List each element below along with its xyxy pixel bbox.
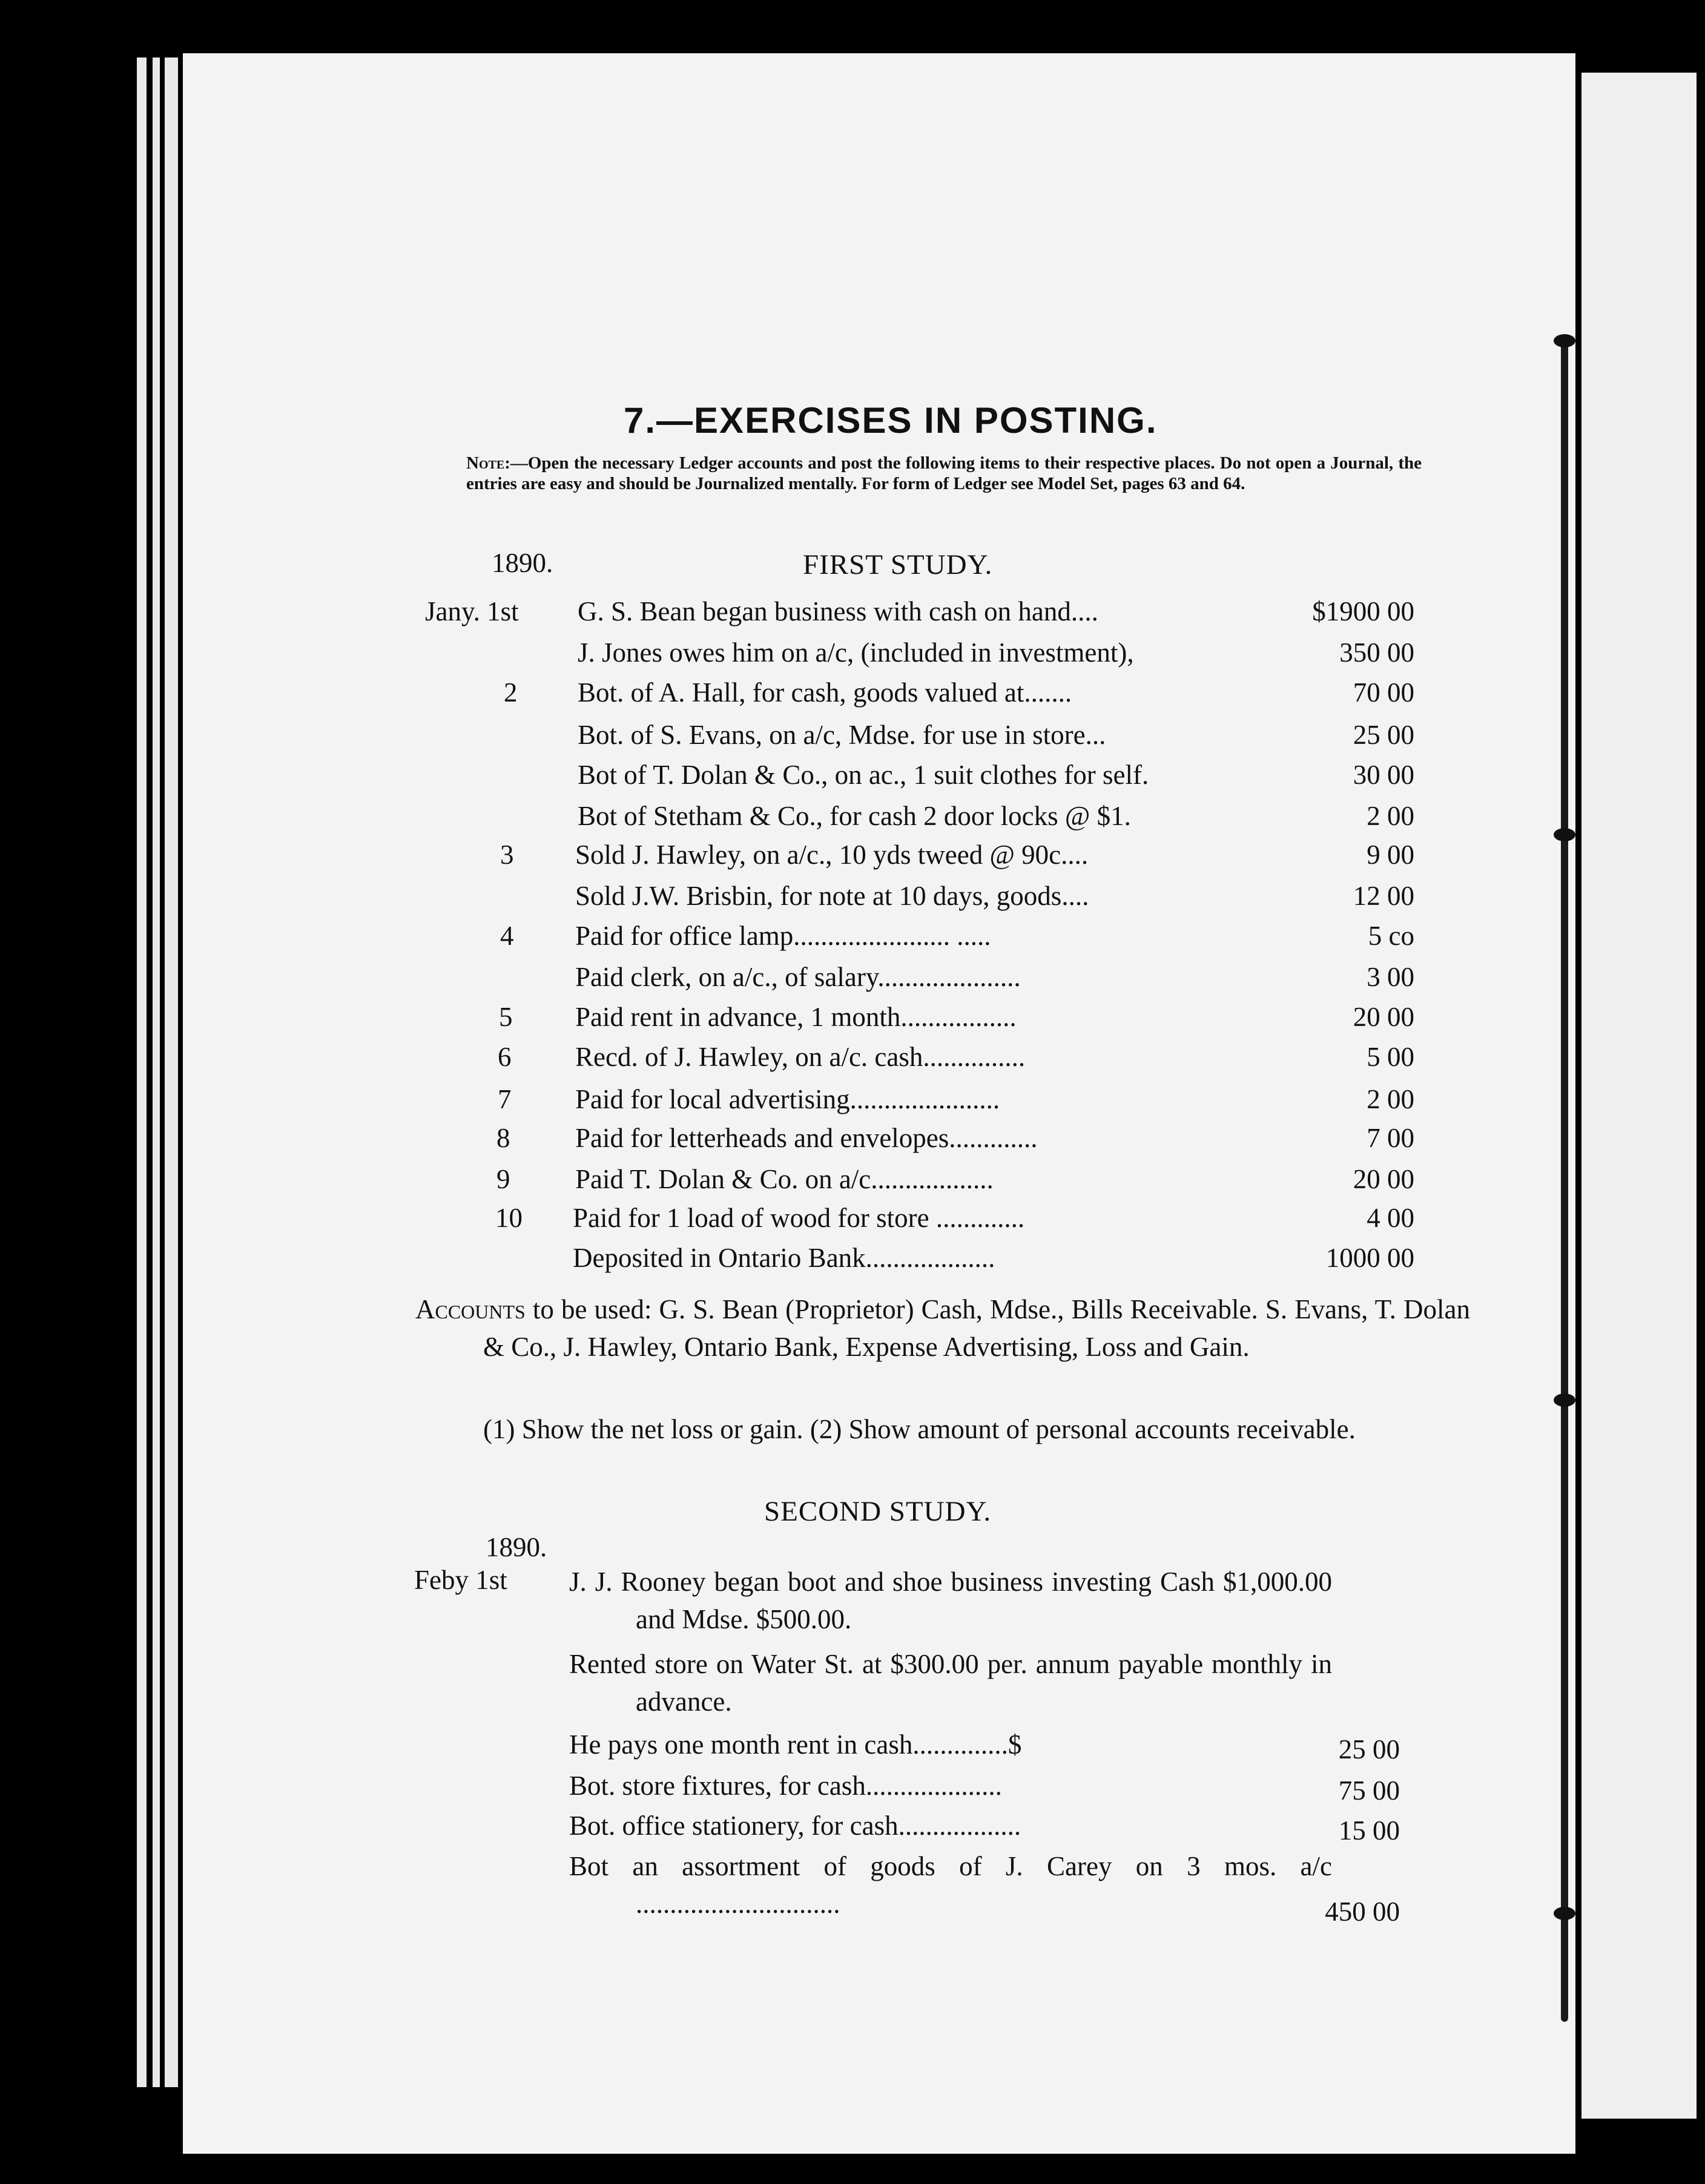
entry-text: Bot. of S. Evans, on a/c, Mdse. for use in store... [578, 720, 1106, 750]
entry-text: Paid for office lamp....................... ..... [575, 921, 991, 951]
entry-text: Recd. of J. Hawley, on a/c. cash............... [575, 1042, 1026, 1072]
entry-amount: 25 00 [1353, 720, 1414, 750]
second-study-entry: He pays one month rent in cash..............$ [569, 1729, 1022, 1760]
second-study-entry: J. J. Rooney began boot and shoe business investing Cash $1,000.00 and Mdse. $500.00. [569, 1567, 1332, 1634]
first-study-year: 1890. [492, 548, 553, 578]
entry-text: Paid for local advertising...................... [575, 1084, 1000, 1114]
binding-knot [1554, 1393, 1575, 1407]
first-study-heading: FIRST STUDY. [803, 549, 993, 581]
entry-text: Deposited in Ontario Bank................... [573, 1243, 995, 1273]
second-study-year: 1890. [486, 1532, 547, 1562]
accounts-paragraph [415, 1291, 1470, 1366]
entry-text: Paid T. Dolan & Co. on a/c.................. [575, 1164, 994, 1194]
binding-knot [1554, 828, 1575, 841]
second-study-entry: Bot an assortment of goods of J. Carey on 3 mos. a/c .............................. [569, 1851, 1332, 1919]
accounts-text: to be used: G. S. Bean (Proprietor) Cash, Mdse., Bills Receivable. S. Evans, T. Dolan & Co., J. Hawley, Ontario Bank, Expense Advertising, Loss and Gain. [483, 1294, 1471, 1362]
entry-amount: 1000 00 [1325, 1243, 1414, 1273]
entry-amount: 3 00 [1367, 962, 1414, 992]
entry-text: Paid for 1 load of wood for store ............. [573, 1203, 1025, 1233]
accounts-label: Accounts [415, 1294, 526, 1324]
second-study-date: Feby 1st [414, 1565, 507, 1595]
entry-date: 6 [498, 1042, 512, 1072]
entry-date: 2 [504, 677, 518, 708]
page-title: 7.—EXERCISES IN POSTING. [624, 400, 1158, 441]
entry-text: Bot. of A. Hall, for cash, goods valued at....... [578, 677, 1072, 708]
entry-text: Sold J. Hawley, on a/c., 10 yds tweed @ 90c.... [575, 840, 1089, 870]
entry-amount: 9 00 [1367, 840, 1414, 870]
entry-date: 4 [500, 921, 514, 951]
entry-amount: 5 co [1368, 921, 1414, 951]
entry-date: 5 [499, 1002, 513, 1032]
entry-amount: 70 00 [1353, 677, 1414, 708]
entry-text: J. Jones owes him on a/c, (included in investment), [578, 637, 1134, 668]
entry-amount: 2 00 [1367, 801, 1414, 831]
entry-amount: 30 00 [1353, 760, 1414, 790]
book-edge-strip [137, 58, 147, 2087]
entry-date: 10 [495, 1203, 523, 1233]
entry-text: Paid clerk, on a/c., of salary..................... [575, 962, 1021, 992]
note-label: Note [466, 453, 505, 473]
entry-date: 8 [496, 1123, 510, 1153]
entry-text: Sold J.W. Brisbin, for note at 10 days, goods.... [575, 881, 1089, 911]
entry-amount: 4 00 [1367, 1203, 1414, 1233]
entry-date: Jany. 1st [425, 596, 519, 627]
instruction-note [466, 453, 1422, 494]
entry-amount: $1900 00 [1312, 596, 1414, 627]
second-study-entry: Bot. store fixtures, for cash.................... [569, 1771, 1002, 1801]
entry-date: 7 [498, 1084, 512, 1114]
entry-amount: 7 00 [1367, 1123, 1414, 1153]
entry-date: 3 [500, 840, 514, 870]
book-edge-strip [165, 58, 178, 2087]
note-text: :—Open the necessary Ledger accounts and post the following items to their respective places. Do not open a Journal, the entries are easy and should be Journalized mentally. For form of Ledger see Model Set, pages 63 and 64. [466, 453, 1422, 493]
questions-paragraph: (1) Show the net loss or gain. (2) Show amount of personal accounts receivable. [483, 1414, 1356, 1444]
entry-amount: 20 00 [1353, 1002, 1414, 1032]
second-study-entry: Rented store on Water St. at $300.00 per. annum payable monthly in advance. [569, 1649, 1332, 1717]
binding-cord [1561, 339, 1568, 2022]
entry-amount: 20 00 [1353, 1164, 1414, 1194]
second-study-amount: 25 00 [1338, 1734, 1400, 1765]
second-study-amount: 450 00 [1325, 1896, 1400, 1927]
entry-amount: 12 00 [1353, 881, 1414, 911]
second-study-entry: Bot. office stationery, for cash.................. [569, 1811, 1021, 1841]
entry-text: Bot of Stetham & Co., for cash 2 door locks @ $1. [578, 801, 1131, 831]
second-study-heading: SECOND STUDY. [764, 1496, 992, 1527]
book-edge-strip [153, 58, 160, 2087]
binding-knot [1554, 1907, 1575, 1920]
facing-page-edge [1581, 73, 1697, 2119]
second-study-amount: 15 00 [1338, 1815, 1400, 1846]
entry-amount: 5 00 [1367, 1042, 1414, 1072]
entry-text: Paid for letterheads and envelopes............. [575, 1123, 1038, 1153]
entry-text: Paid rent in advance, 1 month................. [575, 1002, 1017, 1032]
binding-knot [1554, 334, 1575, 347]
second-study-amount: 75 00 [1338, 1775, 1400, 1806]
entry-text: Bot of T. Dolan & Co., on ac., 1 suit clothes for self. [578, 760, 1149, 790]
entry-text: G. S. Bean began business with cash on hand.... [578, 596, 1098, 627]
entry-amount: 350 00 [1339, 637, 1414, 668]
entry-date: 9 [496, 1164, 510, 1194]
entry-amount: 2 00 [1367, 1084, 1414, 1114]
